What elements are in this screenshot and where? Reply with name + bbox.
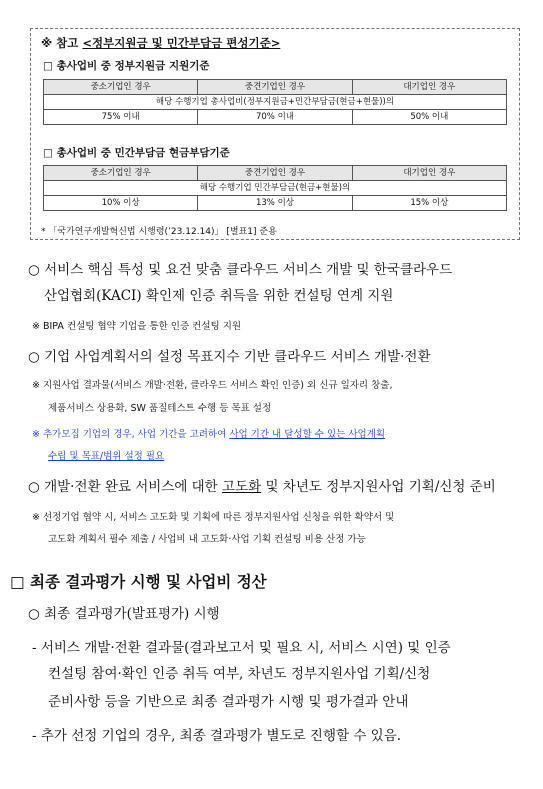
dash-item-line3: 준비사항 등을 기반으로 최종 결과평가 시행 및 평가결과 안내 xyxy=(48,694,409,710)
note-pledge-line1: ※ 선정기업 협약 시, 서비스 고도화 및 기획에 따른 정부지원사업 신청을 위한 확약서 및 xyxy=(32,512,395,523)
section2-title: □ 총사업비 중 민간부담금 현금부담기준 xyxy=(43,147,230,159)
note-additional-line1 xyxy=(32,426,385,440)
box-title-prefix: ※ 참고 xyxy=(41,36,79,50)
table-cell: 10% 이상 xyxy=(44,196,198,211)
private-share-table xyxy=(43,165,507,211)
table-header: 중견기업인 경우 xyxy=(198,80,352,95)
bullet-consulting-line2: 산업협회(KACI) 확인제 인증 취득을 위한 컨설팅 연계 지원 xyxy=(44,288,394,304)
footnote: * 「국가연구개발혁신법 시행령(’23.12.14)」 [별표1] 준용 xyxy=(41,227,277,237)
box-title xyxy=(41,35,280,51)
note-goals-line1: ※ 지원사업 결과물(서비스 개발·전환, 클라우드 서비스 확인 인증) 외 신규 일자리 창출, xyxy=(32,380,393,391)
table-cell: 75% 이내 xyxy=(44,110,198,125)
note-bipa: ※ BIPA 컨설팅 협약 기업을 통한 인증 컨설팅 지원 xyxy=(32,321,242,332)
note-additional-line2: 수립 및 목표/범위 설정 필요 xyxy=(48,451,165,462)
table-header: 대기업인 경우 xyxy=(352,80,506,95)
dash-item-line2: 컨설팅 참여·확인 인증 취득 여부, 차년도 정부지원사업 기획/신청 xyxy=(48,666,431,682)
box-title-main: <정부지원금 및 민간부담금 편성기준> xyxy=(82,36,281,50)
note-pledge-line2: 고도화 계획서 필수 제출 / 사업비 내 고도화·사업 기획 컨설팅 비용 산정 가능 xyxy=(48,534,366,545)
note-additional-underlined: 사업 기간 내 달성할 수 있는 사업계획 xyxy=(229,429,386,440)
bullet-advancement-a: ○ 개발·전환 완료 서비스에 대한 xyxy=(28,479,223,495)
bullet-consulting-line1: ○ 서비스 핵심 특성 및 요건 맞춤 클라우드 서비스 개발 및 한국클라우드 xyxy=(28,262,453,278)
table-header: 중소기업인 경우 xyxy=(44,166,198,181)
table-cell: 해당 수행기업 민간부담금(현금+현물)의 xyxy=(44,181,507,196)
table-cell: 13% 이상 xyxy=(198,196,352,211)
table-cell: 해당 수행기업 총사업비(정부지원금+민간부담금(현금+현물))의 xyxy=(44,95,507,110)
bullet-development: ○ 기업 사업계획서의 설정 목표지수 기반 클라우드 서비스 개발·전환 xyxy=(28,349,431,365)
bullet-advancement xyxy=(28,475,496,495)
gov-support-table xyxy=(43,79,507,125)
dash-item-additional: - 추가 선정 기업의 경우, 최종 결과평가 별도로 진행할 수 있음. xyxy=(32,728,402,744)
bullet-advancement-underlined: 고도화 xyxy=(222,479,262,495)
table-cell: 50% 이내 xyxy=(352,110,506,125)
section1-title: □ 총사업비 중 정부지원금 지원기준 xyxy=(43,60,210,72)
table-header: 대기업인 경우 xyxy=(352,166,506,181)
table-header: 중견기업인 경우 xyxy=(198,166,352,181)
section-heading-final-evaluation: □ 최종 결과평가 시행 및 사업비 정산 xyxy=(10,573,267,591)
bullet-final-evaluation: ○ 최종 결과평가(발표평가) 시행 xyxy=(28,606,220,622)
table-header: 중소기업인 경우 xyxy=(44,80,198,95)
table-cell: 70% 이내 xyxy=(198,110,352,125)
note-additional-text: ※ 추가모집 기업의 경우, 사업 기간을 고려하여 xyxy=(32,429,230,440)
funding-criteria-box xyxy=(30,28,520,240)
dash-item-line1: - 서비스 개발·전환 결과물(결과보고서 및 필요 시, 서비스 시연) 및 인증 xyxy=(32,640,451,656)
table-cell: 15% 이상 xyxy=(352,196,506,211)
note-goals-line2: 제품서비스 상용화, SW 품질테스트 수행 등 목표 설정 xyxy=(48,403,272,414)
bullet-advancement-c: 및 차년도 정부지원사업 기획/신청 준비 xyxy=(261,479,496,495)
